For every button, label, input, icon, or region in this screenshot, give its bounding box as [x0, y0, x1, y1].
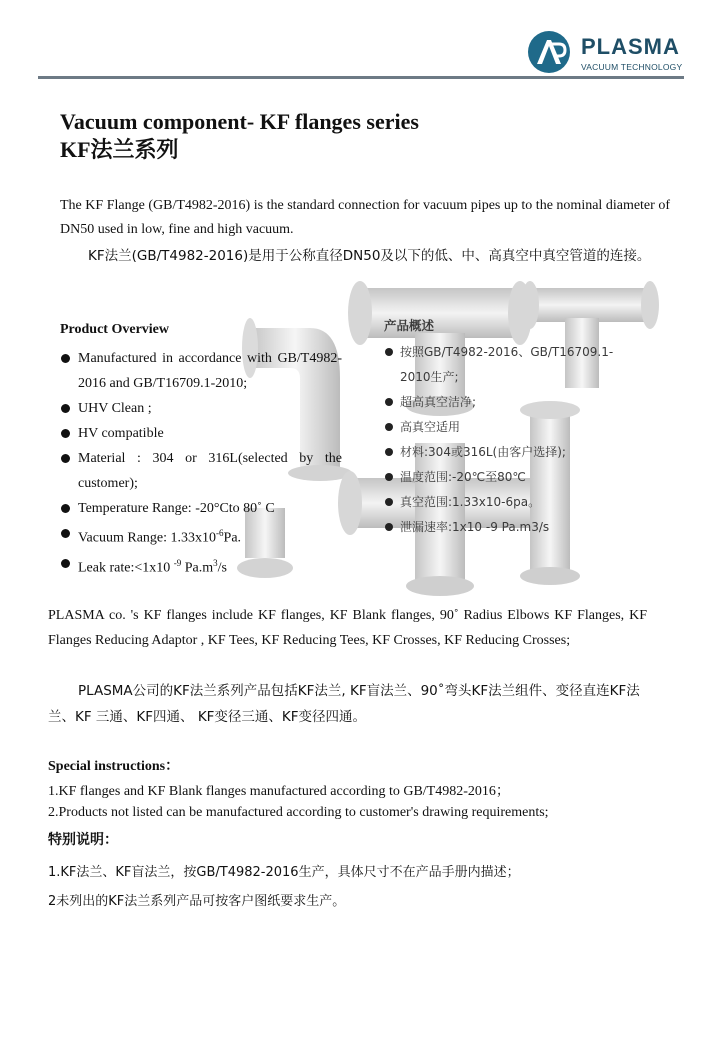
leak-rate-exponent: -9: [173, 557, 182, 568]
brand-tagline: VACUUM TECHNOLOGY: [581, 62, 683, 72]
range-en: PLASMA co. 's KF flanges include KF flanges, KF Blank flanges, 90˚ Radius Elbows KF Flanges, KF Flanges Reducing Adaptor , KF Tees, KF Reducing Tees, KF Crosses, KF Reducing Crosses;: [48, 608, 647, 648]
intro-cn: KF法兰(GB/T4982-2016)是用于公称直径DN50及以下的低、中、高真空中真空管道的连接。: [88, 248, 651, 264]
overview-list-cn: [384, 340, 634, 540]
overview-item-cn: 材料:304或316L(由客户选择);: [384, 440, 634, 465]
intro-en: The KF Flange (GB/T4982-2016) is the standard connection for vacuum pipes up to the nominal diameter of DN50 used in low, fine and high vacuum.: [60, 198, 670, 237]
vacuum-range-exponent: -6: [216, 528, 224, 538]
range-cn: PLASMA公司的KF法兰系列产品包括KF法兰, KF盲法兰、90˚弯头KF法兰组件、变径直连KF法兰、KF 三通、KF四通、 KF变径三通、KF变径四通。: [48, 683, 640, 725]
overview-item: Material : 304 or 316L(selected by the customer);: [60, 446, 342, 496]
page-title-cn: KF法兰系列: [60, 137, 179, 162]
leak-rate-unit: /s: [217, 560, 227, 576]
overview-item: HV compatible: [60, 421, 342, 446]
leak-rate-text: Leak rate:<1x10: [78, 560, 174, 576]
overview-item-cn: 按照GB/T4982-2016、GB/T16709.1-2010生产;: [384, 340, 634, 390]
overview-item-cn: 超高真空洁净;: [384, 390, 634, 415]
plasma-logo-icon: [527, 30, 571, 74]
overview-list: [60, 346, 342, 580]
special-instruction-line-cn: 2未列出的KF法兰系列产品可按客户图纸要求生产。: [48, 894, 346, 909]
plasma-logo: [527, 30, 687, 76]
product-overview-cn: [384, 316, 634, 540]
overview-heading-cn: 产品概述: [384, 318, 435, 333]
special-instruction-line: 1.KF flanges and KF Blank flanges manufactured according to GB/T4982-2016；: [48, 784, 510, 799]
special-instructions-heading: Special instructions：: [48, 759, 180, 774]
overview-item-cn: 高真空适用: [384, 415, 634, 440]
overview-item: UHV Clean ;: [60, 396, 342, 421]
brand-name: PLASMA: [581, 34, 680, 59]
overview-item: Manufactured in accordance with GB/T4982-2016 and GB/T16709.1-2010;: [60, 346, 342, 396]
product-overview: [60, 320, 342, 580]
special-instructions-heading-cn: 特别说明：: [48, 832, 118, 848]
overview-item-leak-rate: [60, 551, 342, 581]
vacuum-range-unit: Pa.: [223, 530, 242, 546]
vacuum-range-text: Vacuum Range: 1.33x10: [78, 530, 217, 546]
overview-item-vacuum-range: [60, 521, 342, 551]
leak-rate-mid: Pa.m: [181, 560, 214, 576]
header-divider: [38, 76, 684, 79]
overview-item-cn: 真空范围:1.33x10-6pa。: [384, 490, 634, 515]
overview-item-cn: 泄漏速率:1x10 -9 Pa.m3/s: [384, 515, 634, 540]
page-title: Vacuum component- KF flanges series: [60, 109, 419, 134]
special-instruction-line-cn: 1.KF法兰、KF盲法兰，按GB/T4982-2016生产，具体尺寸不在产品手册内描述；: [48, 865, 520, 880]
special-instruction-line: 2.Products not listed can be manufactured according to customer's drawing requirements;: [48, 805, 549, 820]
overview-item-cn: 温度范围:-20℃至80℃: [384, 465, 634, 490]
overview-item: Temperature Range: -20°Cto 80˚ C: [60, 496, 342, 521]
leak-rate-exponent2: 3: [213, 557, 218, 568]
overview-heading: Product Overview: [60, 322, 169, 337]
